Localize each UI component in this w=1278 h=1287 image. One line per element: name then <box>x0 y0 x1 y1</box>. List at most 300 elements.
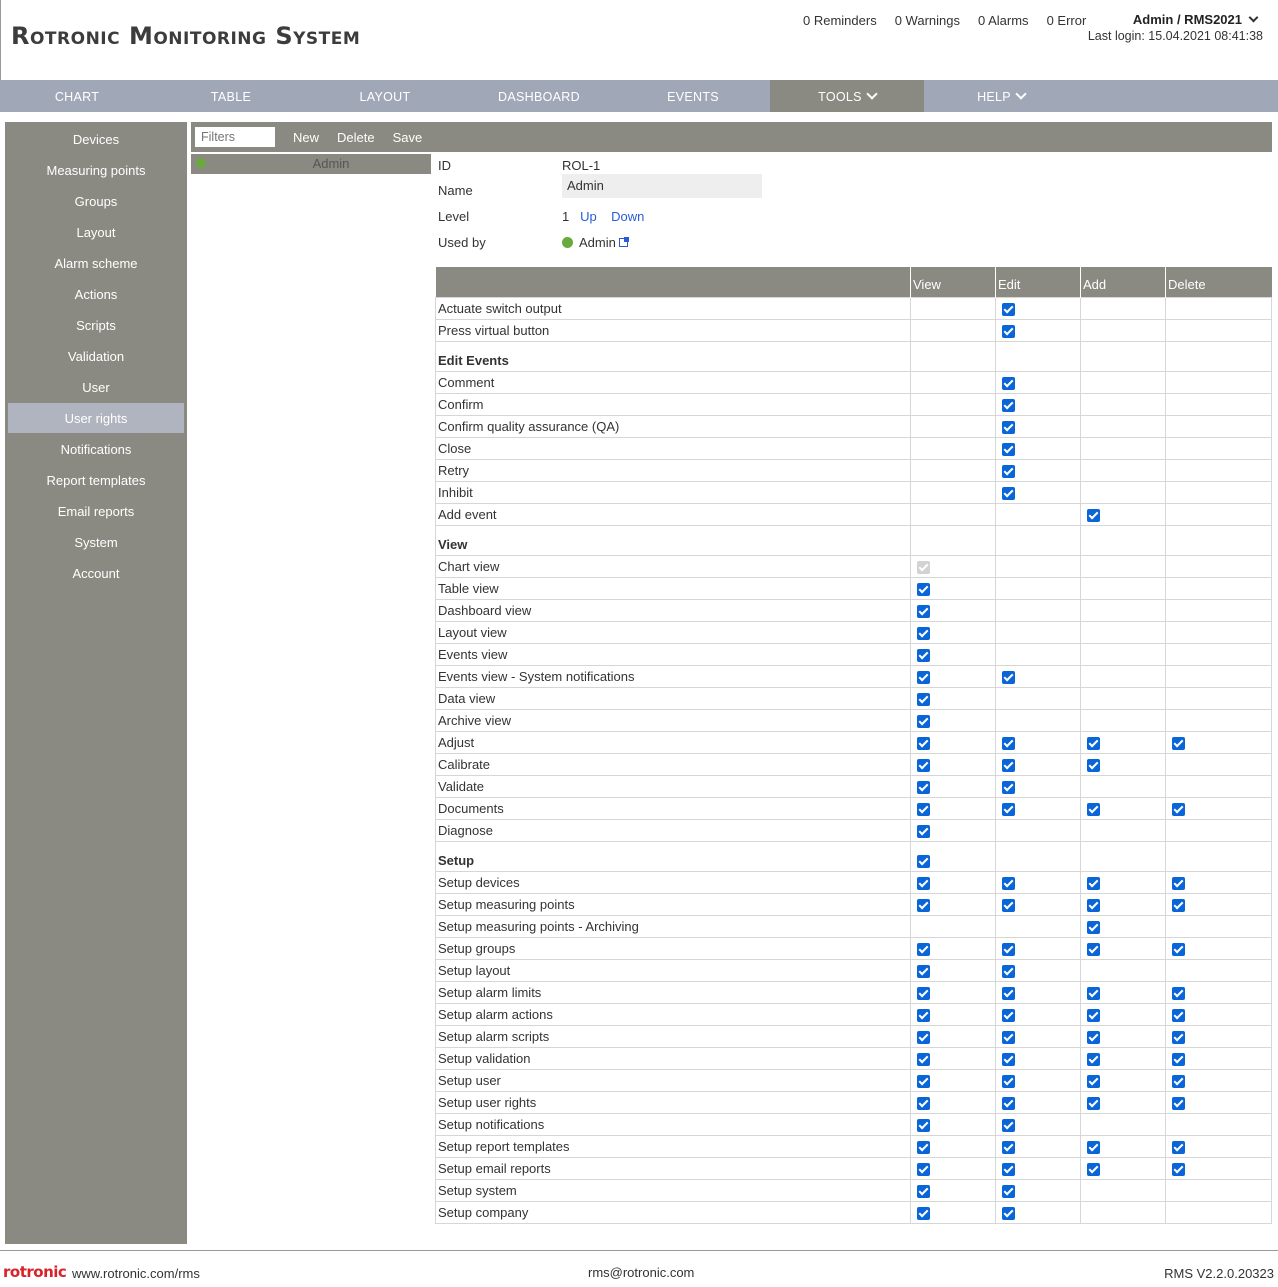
toolbar <box>191 122 1272 152</box>
sidebar-item-system[interactable]: System <box>74 535 118 550</box>
table-row <box>436 1135 1272 1157</box>
level-up-link[interactable]: Up <box>580 209 597 224</box>
view-cell <box>911 893 996 915</box>
edit-cell <box>996 1069 1081 1091</box>
view-checkbox[interactable] <box>917 855 930 868</box>
delete-cell <box>1166 525 1272 555</box>
edit-checkbox[interactable] <box>1002 325 1015 338</box>
group-label: View <box>436 525 911 555</box>
table-row <box>436 1179 1272 1201</box>
add-cell <box>1081 459 1166 481</box>
user-box <box>1088 12 1263 43</box>
add-cell <box>1081 1047 1166 1069</box>
group-row <box>436 341 1272 371</box>
view-checkbox[interactable] <box>917 1053 930 1066</box>
edit-cell <box>996 959 1081 981</box>
add-checkbox[interactable] <box>1087 943 1100 956</box>
add-cell <box>1081 687 1166 709</box>
edit-checkbox[interactable] <box>1002 1163 1015 1176</box>
nav-table-label: TABLE <box>210 90 252 104</box>
delete-checkbox[interactable] <box>1172 1031 1185 1044</box>
view-cell <box>911 319 996 341</box>
right-label: Setup system <box>436 1179 911 1201</box>
view-cell <box>911 1113 996 1135</box>
view-cell <box>911 687 996 709</box>
edit-cell <box>996 1003 1081 1025</box>
view-cell <box>911 1201 996 1223</box>
status-dot-icon <box>562 237 573 248</box>
group-label: Setup <box>436 841 911 871</box>
add-cell <box>1081 1179 1166 1201</box>
sidebar <box>5 122 187 1244</box>
view-checkbox[interactable] <box>917 759 930 772</box>
edit-checkbox[interactable] <box>1002 1053 1015 1066</box>
edit-checkbox[interactable] <box>1002 877 1015 890</box>
right-label: Setup report templates <box>436 1135 911 1157</box>
status-counts <box>803 13 1086 28</box>
add-cell <box>1081 503 1166 525</box>
delete-checkbox[interactable] <box>1172 737 1185 750</box>
delete-cell <box>1166 753 1272 775</box>
sidebar-item-validation[interactable]: Validation <box>67 349 125 364</box>
edit-checkbox[interactable] <box>1002 899 1015 912</box>
add-cell <box>1081 437 1166 459</box>
add-checkbox[interactable] <box>1087 987 1100 1000</box>
edit-checkbox[interactable] <box>1002 377 1015 390</box>
edit-cell <box>996 915 1081 937</box>
header-edit: Edit <box>996 267 1081 297</box>
save-button[interactable]: Save <box>392 129 423 145</box>
delete-checkbox[interactable] <box>1172 803 1185 816</box>
view-checkbox[interactable] <box>917 671 930 684</box>
add-checkbox[interactable] <box>1087 1075 1100 1088</box>
add-cell <box>1081 959 1166 981</box>
view-cell <box>911 1179 996 1201</box>
edit-cell <box>996 459 1081 481</box>
sidebar-item-measuring-points[interactable]: Measuring points <box>46 163 146 178</box>
delete-cell <box>1166 1179 1272 1201</box>
add-cell <box>1081 643 1166 665</box>
add-checkbox[interactable] <box>1087 1097 1100 1110</box>
edit-cell <box>996 577 1081 599</box>
add-checkbox[interactable] <box>1087 1031 1100 1044</box>
version-label: RMS V2.2.0.20323 <box>1164 1266 1274 1281</box>
table-row <box>436 555 1272 577</box>
delete-checkbox[interactable] <box>1172 1009 1185 1022</box>
add-cell <box>1081 1003 1166 1025</box>
delete-cell <box>1166 555 1272 577</box>
header <box>0 0 1278 80</box>
delete-cell <box>1166 437 1272 459</box>
view-checkbox[interactable] <box>917 649 930 662</box>
nav-chart-label: CHART <box>54 90 100 104</box>
delete-checkbox[interactable] <box>1172 877 1185 890</box>
edit-cell <box>996 525 1081 555</box>
delete-cell <box>1166 959 1272 981</box>
add-cell <box>1081 1113 1166 1135</box>
right-label: Setup alarm limits <box>436 981 911 1003</box>
edit-checkbox[interactable] <box>1002 487 1015 500</box>
right-label: Setup devices <box>436 871 911 893</box>
chevron-down-icon[interactable] <box>1249 12 1259 22</box>
id-label: ID <box>438 158 451 173</box>
delete-cell <box>1166 1201 1272 1223</box>
table-row <box>436 459 1272 481</box>
edit-cell <box>996 503 1081 525</box>
view-cell <box>911 621 996 643</box>
view-cell <box>911 731 996 753</box>
edit-cell <box>996 319 1081 341</box>
delete-button[interactable]: Delete <box>337 129 375 145</box>
edit-cell <box>996 1179 1081 1201</box>
chevron-down-icon <box>866 88 877 99</box>
edit-checkbox[interactable] <box>1002 1119 1015 1132</box>
table-row <box>436 1003 1272 1025</box>
add-cell <box>1081 621 1166 643</box>
view-checkbox[interactable] <box>917 583 930 596</box>
right-label: Chart view <box>436 555 911 577</box>
view-cell <box>911 797 996 819</box>
edit-cell <box>996 371 1081 393</box>
rights-body <box>436 297 1272 1223</box>
table-row <box>436 297 1272 319</box>
sidebar-item-notifications[interactable]: Notifications <box>60 442 132 457</box>
edit-cell <box>996 687 1081 709</box>
add-cell <box>1081 665 1166 687</box>
nav-table[interactable] <box>154 80 308 112</box>
edit-cell <box>996 643 1081 665</box>
view-cell <box>911 981 996 1003</box>
add-cell <box>1081 1135 1166 1157</box>
view-cell <box>911 341 996 371</box>
edit-checkbox[interactable] <box>1002 1009 1015 1022</box>
add-checkbox[interactable] <box>1087 803 1100 816</box>
table-row <box>436 893 1272 915</box>
table-row <box>436 775 1272 797</box>
view-cell <box>911 525 996 555</box>
view-cell <box>911 871 996 893</box>
sidebar-item-user-rights[interactable]: User rights <box>8 403 184 433</box>
list-item[interactable] <box>191 154 431 174</box>
view-checkbox[interactable] <box>917 965 930 978</box>
add-cell <box>1081 319 1166 341</box>
level-label: Level <box>438 209 470 224</box>
list-item-label: Admin <box>312 156 350 171</box>
table-row <box>436 709 1272 731</box>
sidebar-item-account[interactable]: Account <box>72 566 120 581</box>
sidebar-item-scripts[interactable]: Scripts <box>76 318 116 333</box>
edit-cell <box>996 981 1081 1003</box>
edit-cell <box>996 1135 1081 1157</box>
sidebar-item-report-templates[interactable]: Report templates <box>46 473 146 488</box>
view-checkbox[interactable] <box>917 781 930 794</box>
view-checkbox[interactable] <box>917 737 930 750</box>
table-row <box>436 665 1272 687</box>
sidebar-item-layout[interactable]: Layout <box>76 225 116 240</box>
right-label: Data view <box>436 687 911 709</box>
right-label: Dashboard view <box>436 599 911 621</box>
edit-cell <box>996 621 1081 643</box>
view-cell <box>911 1003 996 1025</box>
filter-input[interactable] <box>195 127 275 147</box>
view-checkbox[interactable] <box>917 1207 930 1220</box>
view-checkbox[interactable] <box>917 715 930 728</box>
view-checkbox[interactable] <box>917 1031 930 1044</box>
nav-events[interactable] <box>616 80 770 112</box>
right-label: Adjust <box>436 731 911 753</box>
right-label: Diagnose <box>436 819 911 841</box>
delete-cell <box>1166 1003 1272 1025</box>
level-controls <box>562 209 644 224</box>
nav-layout[interactable] <box>308 80 462 112</box>
view-checkbox[interactable] <box>917 1163 930 1176</box>
add-cell <box>1081 1157 1166 1179</box>
view-checkbox[interactable] <box>917 1009 930 1022</box>
table-row <box>436 481 1272 503</box>
delete-cell <box>1166 665 1272 687</box>
edit-checkbox[interactable] <box>1002 965 1015 978</box>
add-checkbox[interactable] <box>1087 1009 1100 1022</box>
edit-checkbox[interactable] <box>1002 1097 1015 1110</box>
edit-checkbox[interactable] <box>1002 671 1015 684</box>
add-checkbox[interactable] <box>1087 899 1100 912</box>
delete-checkbox[interactable] <box>1172 1163 1185 1176</box>
edit-checkbox[interactable] <box>1002 443 1015 456</box>
delete-cell <box>1166 393 1272 415</box>
view-checkbox[interactable] <box>917 1075 930 1088</box>
view-checkbox[interactable] <box>917 605 930 618</box>
edit-cell <box>996 753 1081 775</box>
edit-cell <box>996 665 1081 687</box>
edit-cell <box>996 393 1081 415</box>
warnings-count[interactable]: 0 Warnings <box>894 13 960 28</box>
edit-checkbox[interactable] <box>1002 1075 1015 1088</box>
view-checkbox[interactable] <box>917 825 930 838</box>
add-checkbox[interactable] <box>1087 921 1100 934</box>
table-row <box>436 981 1272 1003</box>
edit-checkbox[interactable] <box>1002 303 1015 316</box>
header-add: Add <box>1081 267 1166 297</box>
add-cell <box>1081 481 1166 503</box>
right-label: Actuate switch output <box>436 297 911 319</box>
table-row <box>436 937 1272 959</box>
delete-cell <box>1166 621 1272 643</box>
view-checkbox[interactable] <box>917 1119 930 1132</box>
add-cell <box>1081 937 1166 959</box>
footer-email-link[interactable]: rms@rotronic.com <box>588 1265 695 1280</box>
sidebar-item-devices[interactable]: Devices <box>72 132 120 147</box>
edit-checkbox[interactable] <box>1002 421 1015 434</box>
table-row <box>436 393 1272 415</box>
add-cell <box>1081 731 1166 753</box>
sidebar-item-alarm-scheme[interactable]: Alarm scheme <box>54 256 138 271</box>
right-label: Retry <box>436 459 911 481</box>
edit-cell <box>996 841 1081 871</box>
table-row <box>436 1201 1272 1223</box>
view-cell <box>911 297 996 319</box>
add-checkbox[interactable] <box>1087 1053 1100 1066</box>
add-checkbox[interactable] <box>1087 759 1100 772</box>
sidebar-item-email-reports[interactable]: Email reports <box>57 504 135 519</box>
delete-cell <box>1166 1113 1272 1135</box>
right-label: Setup layout <box>436 959 911 981</box>
view-cell <box>911 437 996 459</box>
view-checkbox[interactable] <box>917 987 930 1000</box>
table-row <box>436 687 1272 709</box>
add-cell <box>1081 775 1166 797</box>
nav-help-label: HELP <box>977 90 1011 104</box>
delete-checkbox[interactable] <box>1172 987 1185 1000</box>
add-checkbox[interactable] <box>1087 509 1100 522</box>
right-label: Setup measuring points - Archiving <box>436 915 911 937</box>
delete-checkbox[interactable] <box>1172 943 1185 956</box>
right-label: Documents <box>436 797 911 819</box>
edit-checkbox[interactable] <box>1002 465 1015 478</box>
rotronic-logo: rotronic <box>3 1263 67 1281</box>
right-label: Setup alarm actions <box>436 1003 911 1025</box>
nav-tools[interactable] <box>770 80 924 112</box>
edit-cell <box>996 341 1081 371</box>
name-field[interactable]: Admin <box>562 174 762 198</box>
user-name: Admin / RMS2021 <box>1132 12 1242 27</box>
sidebar-item-user[interactable]: User <box>82 380 110 395</box>
sidebar-item-actions[interactable]: Actions <box>74 287 118 302</box>
user-menu[interactable] <box>1133 12 1263 27</box>
view-cell <box>911 503 996 525</box>
add-cell <box>1081 525 1166 555</box>
view-checkbox[interactable] <box>917 1185 930 1198</box>
right-label: Calibrate <box>436 753 911 775</box>
edit-cell <box>996 415 1081 437</box>
view-checkbox[interactable] <box>917 627 930 640</box>
sidebar-item-groups[interactable]: Groups <box>74 194 118 209</box>
table-row <box>436 753 1272 775</box>
view-checkbox[interactable] <box>917 899 930 912</box>
nav-chart[interactable] <box>0 80 154 112</box>
error-count[interactable]: 0 Error <box>1046 13 1087 28</box>
nav-help[interactable] <box>924 80 1078 112</box>
add-checkbox[interactable] <box>1087 877 1100 890</box>
edit-checkbox[interactable] <box>1002 737 1015 750</box>
right-label: Setup user rights <box>436 1091 911 1113</box>
delete-cell <box>1166 459 1272 481</box>
right-label: Archive view <box>436 709 911 731</box>
edit-checkbox[interactable] <box>1002 987 1015 1000</box>
delete-cell <box>1166 687 1272 709</box>
table-row <box>436 915 1272 937</box>
add-cell <box>1081 393 1166 415</box>
add-cell <box>1081 819 1166 841</box>
level-value: 1 <box>562 209 570 224</box>
delete-checkbox[interactable] <box>1172 1097 1185 1110</box>
delete-cell <box>1166 871 1272 893</box>
view-checkbox[interactable] <box>917 877 930 890</box>
nav-dashboard[interactable] <box>462 80 616 112</box>
view-cell <box>911 915 996 937</box>
edit-cell <box>996 709 1081 731</box>
edit-checkbox[interactable] <box>1002 399 1015 412</box>
add-cell <box>1081 1069 1166 1091</box>
alarms-count[interactable]: 0 Alarms <box>977 13 1029 28</box>
table-row <box>436 731 1272 753</box>
view-checkbox[interactable] <box>917 803 930 816</box>
edit-checkbox[interactable] <box>1002 759 1015 772</box>
group-label: Edit Events <box>436 341 911 371</box>
usedby-value[interactable] <box>562 235 628 250</box>
edit-checkbox[interactable] <box>1002 943 1015 956</box>
view-cell <box>911 1157 996 1179</box>
edit-checkbox[interactable] <box>1002 1141 1015 1154</box>
delete-cell <box>1166 1135 1272 1157</box>
footer-url-link[interactable]: www.rotronic.com/rms <box>72 1266 200 1281</box>
table-row <box>436 819 1272 841</box>
view-checkbox[interactable] <box>917 1097 930 1110</box>
edit-checkbox[interactable] <box>1002 1185 1015 1198</box>
add-cell <box>1081 893 1166 915</box>
table-row <box>436 437 1272 459</box>
edit-cell <box>996 555 1081 577</box>
edit-checkbox[interactable] <box>1002 803 1015 816</box>
new-button[interactable]: New <box>293 129 320 145</box>
view-cell <box>911 1091 996 1113</box>
delete-cell <box>1166 731 1272 753</box>
add-checkbox[interactable] <box>1087 737 1100 750</box>
header-view: View <box>911 267 996 297</box>
table-row <box>436 1091 1272 1113</box>
table-row <box>436 319 1272 341</box>
edit-checkbox[interactable] <box>1002 781 1015 794</box>
right-label: Validate <box>436 775 911 797</box>
view-checkbox[interactable] <box>917 943 930 956</box>
add-cell <box>1081 415 1166 437</box>
view-checkbox[interactable] <box>917 693 930 706</box>
delete-checkbox[interactable] <box>1172 1141 1185 1154</box>
delete-cell <box>1166 371 1272 393</box>
right-label: Setup groups <box>436 937 911 959</box>
add-cell <box>1081 797 1166 819</box>
rights-table <box>435 267 1272 1224</box>
reminders-count[interactable]: 0 Reminders <box>803 13 877 28</box>
group-row <box>436 841 1272 871</box>
view-cell <box>911 819 996 841</box>
table-row <box>436 959 1272 981</box>
table-row <box>436 643 1272 665</box>
add-cell <box>1081 1091 1166 1113</box>
delete-cell <box>1166 297 1272 319</box>
external-link-icon[interactable] <box>619 238 628 247</box>
edit-checkbox[interactable] <box>1002 1031 1015 1044</box>
view-cell <box>911 555 996 577</box>
nav-dashboard-label: DASHBOARD <box>498 90 580 104</box>
add-cell <box>1081 297 1166 319</box>
view-checkbox <box>917 561 930 574</box>
delete-checkbox[interactable] <box>1172 1075 1185 1088</box>
right-label: Comment <box>436 371 911 393</box>
delete-cell <box>1166 1157 1272 1179</box>
add-checkbox[interactable] <box>1087 1163 1100 1176</box>
delete-checkbox[interactable] <box>1172 1053 1185 1066</box>
group-row <box>436 525 1272 555</box>
edit-cell <box>996 731 1081 753</box>
level-down-link[interactable]: Down <box>611 209 645 224</box>
delete-checkbox[interactable] <box>1172 899 1185 912</box>
view-checkbox[interactable] <box>917 1141 930 1154</box>
add-checkbox[interactable] <box>1087 1141 1100 1154</box>
delete-cell <box>1166 981 1272 1003</box>
edit-cell <box>996 1113 1081 1135</box>
delete-cell <box>1166 415 1272 437</box>
edit-checkbox[interactable] <box>1002 1207 1015 1220</box>
